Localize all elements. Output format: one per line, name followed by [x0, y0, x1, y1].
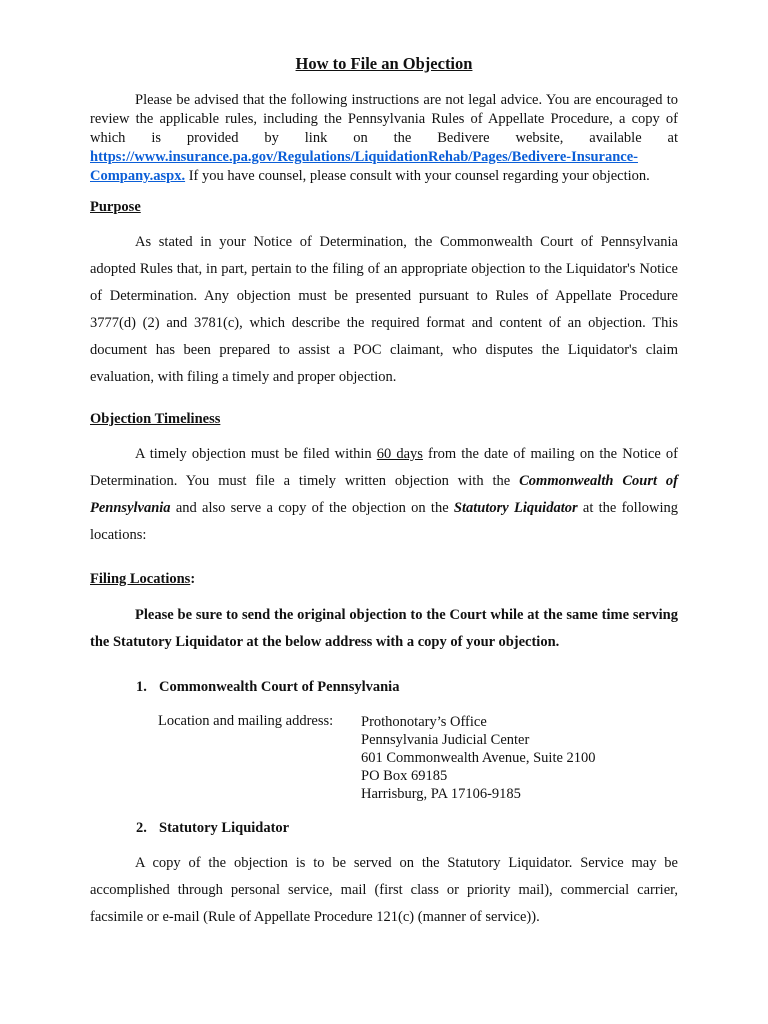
timeliness-paragraph: [90, 441, 678, 549]
bedivere-website-link[interactable]: https://www.insurance.pa.gov/Regulations/LiquidationRehab/Pages/Bedivere-Insurance-Company.aspx.: [90, 149, 638, 184]
timeliness-days: 60 days: [376, 446, 423, 462]
court-address: [361, 713, 596, 803]
purpose-heading: Purpose: [90, 199, 141, 215]
timeliness-text-4: at the following locations:: [90, 500, 678, 543]
item2-number: 2.: [136, 820, 147, 836]
intro-counsel-text: If you have counsel, please consult with your counsel regarding your objection.: [185, 168, 650, 184]
page-title: How to File an Objection: [295, 54, 473, 73]
timeliness-text-2: from the date of mailing on the Notice of Determination. You must file a timely written objection with the: [90, 446, 678, 489]
address-line: 601 Commonwealth Avenue, Suite 2100: [361, 750, 596, 766]
intro-text: Please be advised that the following instructions are not legal advice. You are encouraged to review the applicable rules, including the Pennsylvania Rules of Appellate Procedure, a copy of which is provided by link on the Bedivere website, available at: [90, 92, 678, 146]
address-label: Location and mailing address:: [158, 713, 334, 729]
filing-notice: Please be sure to send the original objection to the Court while at the same time serving the Statutory Liquidator at the below address with a copy of your objection.: [90, 607, 678, 650]
item2-paragraph: A copy of the objection is to be served on the Statutory Liquidator. Service may be accomplished through personal service, mail (first class or priority mail), commercial carrier, facsimile or e-mail (Rule of Appellate Procedure 121(c) (manner of service)).: [90, 855, 678, 925]
address-line: Harrisburg, PA 17106-9185: [361, 786, 521, 802]
filing-heading-colon: :: [190, 571, 196, 587]
purpose-paragraph: As stated in your Notice of Determination, the Commonwealth Court of Pennsylvania adopted Rules that, in part, pertain to the filing of an appropriate objection to the Liquidator's Notice of Determination. Any objection must be presented pursuant to Rules of Appellate Procedure 3777(d) (2) and 3781(c), which describe the required format and content of an objection. This document has been prepared to assist a POC claimant, who disputes the Liquidator's claim evaluation, with filing a timely and proper objection.: [90, 234, 678, 385]
timeliness-heading: Objection Timeliness: [90, 411, 221, 427]
filing-heading: Filing Locations: [90, 571, 191, 587]
timeliness-text-3: and also serve a copy of the objection on the: [170, 500, 454, 516]
address-line: Pennsylvania Judicial Center: [361, 732, 530, 748]
filing-heading-block: [90, 571, 678, 588]
item2-title: Statutory Liquidator: [159, 820, 290, 836]
address-line: PO Box 69185: [361, 768, 448, 784]
court-name: Commonwealth Court of Pennsylvania: [90, 473, 678, 516]
liquidator-name: Statutory Liquidator: [453, 500, 578, 516]
timeliness-text-1: A timely objection must be filed within: [135, 446, 377, 462]
intro-paragraph: [90, 91, 678, 186]
address-line: Prothonotary’s Office: [361, 714, 487, 730]
item1-number: 1.: [136, 679, 147, 695]
item1-title: Commonwealth Court of Pennsylvania: [159, 679, 400, 695]
